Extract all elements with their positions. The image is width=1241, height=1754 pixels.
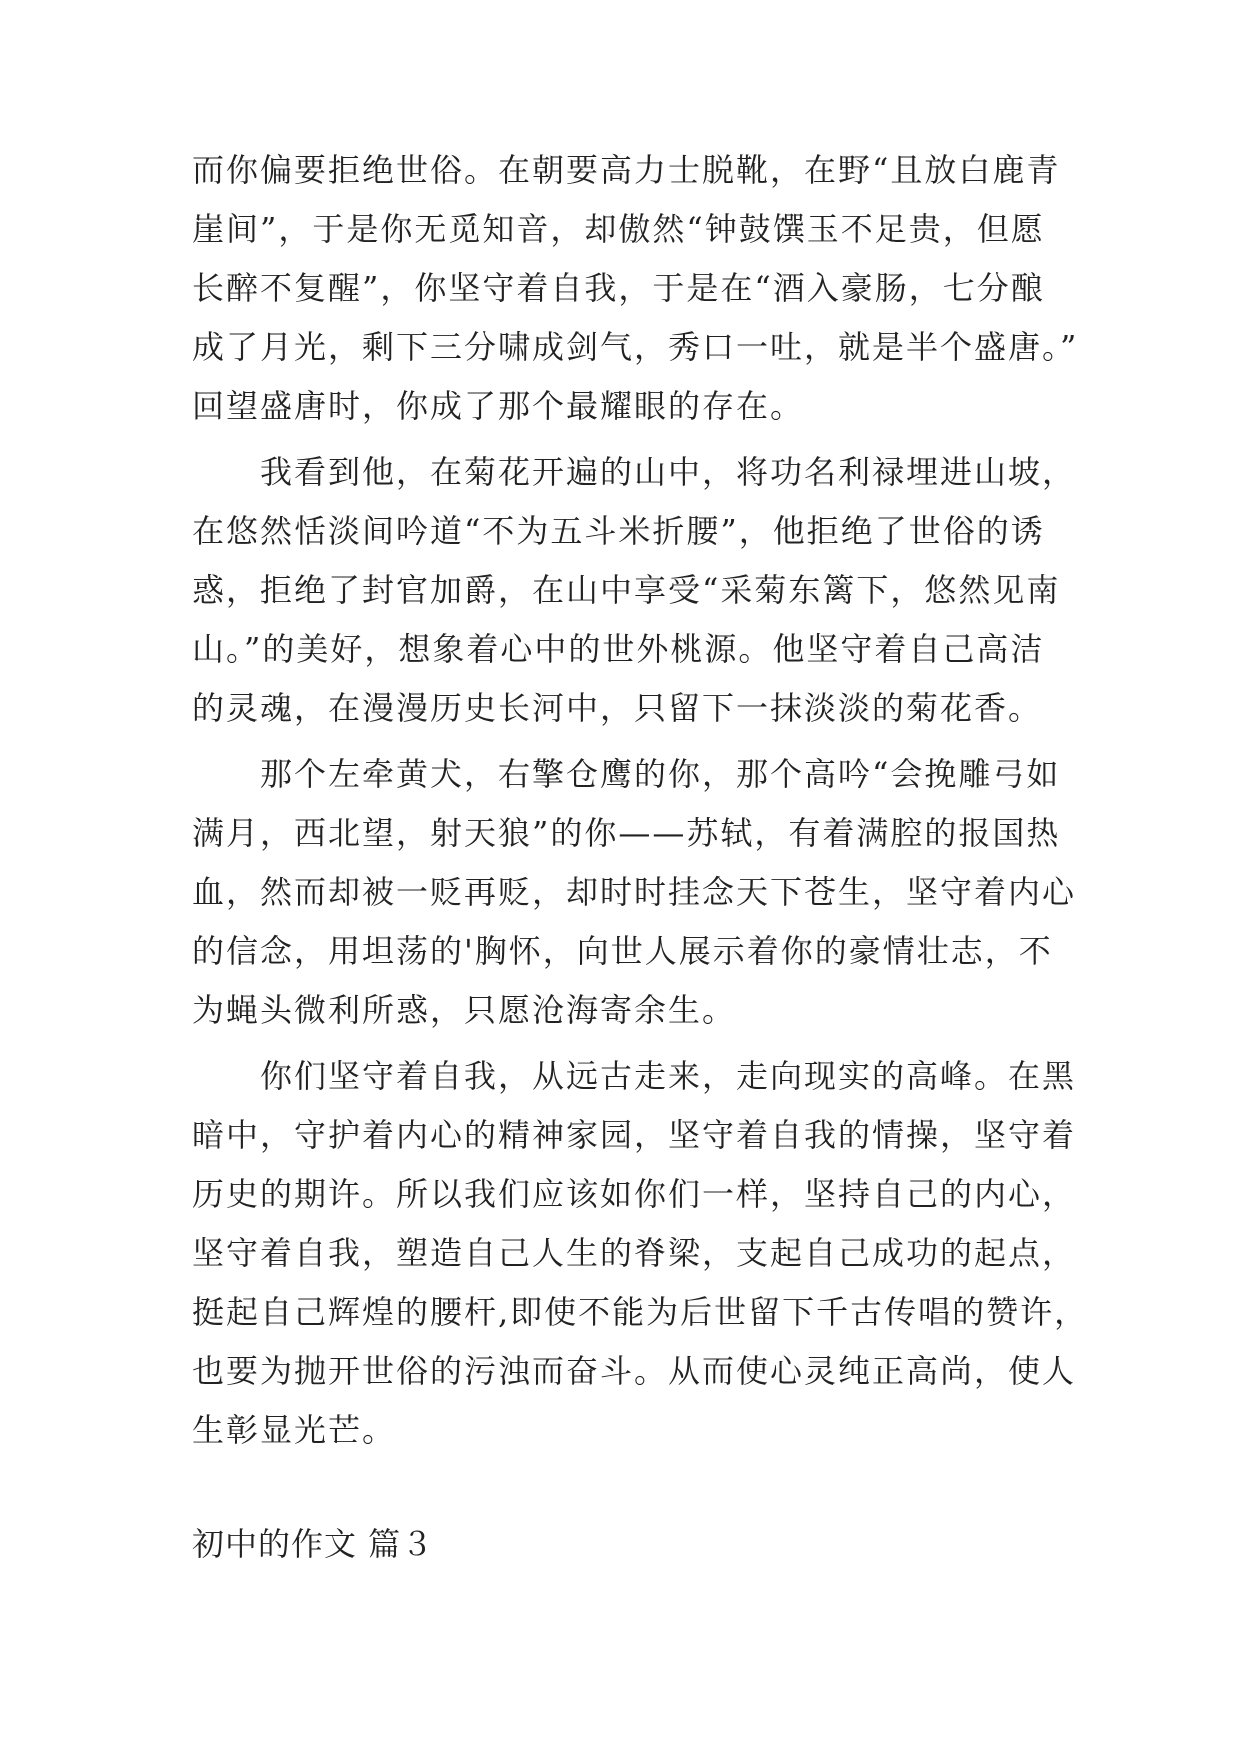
text-line: 惑，拒绝了封官加爵，在山中享受“采菊东篱下，悠然见南 xyxy=(192,571,1061,609)
text-line: 回望盛唐时，你成了那个最耀眼的存在。 xyxy=(192,387,805,425)
text-line: 的灵魂，在漫漫历史长河中，只留下一抹淡淡的菊花香。 xyxy=(192,689,1043,727)
text-line: 坚守着自我，塑造自己人生的脊梁，支起自己成功的起点， xyxy=(192,1234,1077,1272)
text-line: 成了月光，剩下三分啸成剑气，秀口一吐，就是半个盛唐。” xyxy=(192,328,1079,366)
text-line: 而你偏要拒绝世俗。在朝要高力士脱靴，在野“且放白鹿青 xyxy=(192,151,1061,189)
text-line: 为蝇头微利所惑，只愿沧海寄余生。 xyxy=(192,991,737,1029)
text-line: 也要为抛开世俗的污浊而奋斗。从而使心灵纯正高尚，使人 xyxy=(192,1352,1077,1390)
text-line: 崖间”，于是你无觅知音，却傲然“钟鼓馔玉不足贵，但愿 xyxy=(192,210,1045,248)
text-line: 长醉不复醒”，你坚守着自我，于是在“酒入豪肠，七分酿 xyxy=(192,269,1045,307)
text-line: 我看到他，在菊花开遍的山中，将功名利禄埋进山坡， xyxy=(192,453,1077,491)
text-line: 的信念，用坦荡的'胸怀，向世人展示着你的豪情壮志，不 xyxy=(192,932,1053,970)
text-line: 那个左牵黄犬，右擎仓鹰的你，那个高吟“会挽雕弓如 xyxy=(192,755,1061,793)
text-line: 在悠然恬淡间吟道“不为五斗米折腰”，他拒绝了世俗的诱 xyxy=(192,512,1045,550)
text-line: 你们坚守着自我，从远古走来，走向现实的高峰。在黑 xyxy=(192,1057,1077,1095)
text-line: 血，然而却被一贬再贬，却时时挂念天下苍生，坚守着内心 xyxy=(192,873,1077,911)
text-line: 挺起自己辉煌的腰杆,即使不能为后世留下千古传唱的赞许， xyxy=(192,1293,1089,1331)
text-line: 暗中，守护着内心的精神家园，坚守着自我的情操，坚守着 xyxy=(192,1116,1077,1154)
section-heading: 初中的作文 篇３ xyxy=(192,1525,435,1563)
text-line: 历史的期许。所以我们应该如你们一样，坚持自己的内心， xyxy=(192,1175,1077,1213)
text-line: 满月，西北望，射天狼”的你——苏轼，有着满腔的报国热 xyxy=(192,814,1061,852)
text-line: 山。”的美好，想象着心中的世外桃源。他坚守着自己高洁 xyxy=(192,630,1045,668)
text-line: 生彰显光芒。 xyxy=(192,1411,397,1449)
